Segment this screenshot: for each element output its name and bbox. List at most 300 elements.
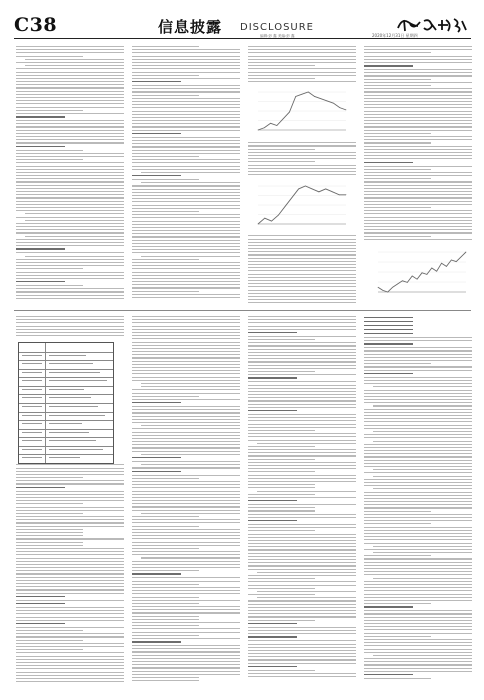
text-line xyxy=(364,626,472,627)
text-line xyxy=(364,62,472,63)
text-line xyxy=(132,584,199,585)
text-line xyxy=(132,422,240,423)
text-line xyxy=(364,409,472,410)
text-line xyxy=(364,543,472,544)
text-line xyxy=(132,399,240,400)
text-line xyxy=(364,402,472,403)
text-line xyxy=(16,133,124,134)
text-line xyxy=(248,235,356,236)
text-line xyxy=(373,469,472,470)
text-line xyxy=(364,447,472,448)
upper-column-1 xyxy=(16,46,124,301)
text-line xyxy=(248,149,315,150)
text-line xyxy=(364,126,472,127)
text-line xyxy=(132,655,240,656)
data-point xyxy=(383,290,384,291)
section-heading xyxy=(248,636,297,637)
table-cell xyxy=(49,406,98,407)
text-line xyxy=(364,380,472,381)
text-line xyxy=(16,480,124,481)
text-line xyxy=(16,52,124,53)
text-line xyxy=(132,503,240,504)
text-line xyxy=(16,659,124,660)
text-line xyxy=(16,640,83,641)
text-line xyxy=(257,597,356,598)
text-line xyxy=(132,345,240,346)
text-line xyxy=(16,593,124,594)
text-line xyxy=(364,340,472,341)
text-line xyxy=(373,405,472,406)
page-code: C38 xyxy=(14,14,58,36)
text-line xyxy=(248,161,315,162)
text-line xyxy=(16,586,124,587)
text-line xyxy=(373,488,472,489)
text-line xyxy=(132,195,240,196)
text-line xyxy=(132,554,240,555)
text-line xyxy=(364,162,413,163)
text-line xyxy=(132,677,199,678)
table-row xyxy=(19,429,113,430)
text-line xyxy=(248,633,356,634)
text-line xyxy=(248,62,356,63)
text-line xyxy=(16,120,124,121)
text-line xyxy=(364,95,472,96)
text-line xyxy=(16,223,124,224)
text-line xyxy=(16,535,83,536)
text-line xyxy=(16,188,124,189)
text-line xyxy=(132,46,199,47)
table-cell xyxy=(22,372,42,373)
nav-chart-3 xyxy=(372,246,470,300)
text-line xyxy=(16,672,124,673)
text-line xyxy=(364,562,472,563)
text-line xyxy=(248,152,356,153)
text-line xyxy=(248,326,356,327)
text-line xyxy=(373,552,472,553)
text-line xyxy=(373,441,472,442)
text-line xyxy=(248,604,356,605)
text-line xyxy=(132,393,240,394)
text-line xyxy=(248,400,356,401)
text-block xyxy=(248,46,356,82)
text-line xyxy=(132,389,240,390)
text-line xyxy=(132,567,240,568)
text-line xyxy=(16,175,124,176)
text-line xyxy=(16,538,124,539)
text-line xyxy=(364,347,472,348)
text-line xyxy=(16,207,124,208)
text-line xyxy=(248,514,356,515)
text-line xyxy=(248,168,356,169)
text-line xyxy=(248,475,356,476)
text-line xyxy=(248,530,315,531)
text-line xyxy=(364,603,431,604)
text-line xyxy=(16,136,124,137)
text-line xyxy=(132,72,240,73)
text-line xyxy=(364,568,472,569)
section-heading xyxy=(248,666,297,667)
table-cell xyxy=(22,363,42,364)
text-line xyxy=(141,425,240,426)
text-line xyxy=(364,79,431,80)
lower-column-4 xyxy=(364,316,472,681)
text-line xyxy=(16,217,124,218)
text-line xyxy=(364,149,472,150)
text-line xyxy=(16,239,124,240)
text-line xyxy=(364,82,472,83)
text-line xyxy=(132,600,240,601)
text-line xyxy=(364,539,472,540)
data-point xyxy=(271,221,272,222)
text-line xyxy=(16,110,83,111)
text-line xyxy=(373,546,472,547)
text-line xyxy=(132,104,240,105)
text-line xyxy=(132,351,240,352)
text-line xyxy=(16,487,65,488)
text-line xyxy=(364,533,472,534)
table-row xyxy=(19,446,113,447)
text-line xyxy=(248,404,356,405)
text-line xyxy=(132,111,240,112)
text-line xyxy=(16,623,65,624)
text-line xyxy=(132,441,240,442)
text-line xyxy=(248,562,356,563)
text-line xyxy=(364,366,472,367)
text-line xyxy=(132,287,240,288)
text-line xyxy=(364,111,472,112)
text-line xyxy=(364,98,472,99)
text-line xyxy=(132,370,240,371)
text-line xyxy=(364,101,472,102)
text-line xyxy=(364,85,431,86)
text-line xyxy=(248,299,356,300)
text-line xyxy=(132,419,240,420)
text-line xyxy=(257,572,356,573)
text-line xyxy=(248,374,356,375)
text-line xyxy=(16,526,124,527)
text-line xyxy=(248,417,356,418)
text-line xyxy=(248,258,356,259)
text-line xyxy=(364,498,472,499)
text-line xyxy=(132,162,240,163)
text-line xyxy=(132,169,240,170)
text-line xyxy=(364,664,472,665)
text-line xyxy=(132,252,240,253)
text-line xyxy=(248,497,356,498)
table-cell xyxy=(22,415,42,416)
text-line xyxy=(132,227,240,228)
data-point xyxy=(436,271,437,272)
text-block xyxy=(248,235,356,303)
data-point xyxy=(305,186,306,187)
text-line xyxy=(364,565,472,566)
text-line xyxy=(132,542,240,543)
text-line xyxy=(248,171,356,172)
data-point xyxy=(314,96,315,97)
text-line xyxy=(16,291,124,292)
text-line xyxy=(248,640,356,641)
text-line xyxy=(16,620,124,621)
data-point xyxy=(346,194,347,195)
text-line xyxy=(248,365,356,366)
text-line xyxy=(364,492,472,493)
text-line xyxy=(16,532,83,533)
section-heading xyxy=(364,606,413,607)
text-line xyxy=(132,117,240,118)
text-line xyxy=(132,674,240,675)
text-line xyxy=(141,256,240,257)
text-line xyxy=(16,636,124,637)
text-line xyxy=(364,504,472,505)
text-line xyxy=(248,613,356,614)
text-line xyxy=(132,506,240,507)
text-line xyxy=(248,534,356,535)
text-line xyxy=(16,681,124,682)
text-line xyxy=(248,302,356,303)
text-line xyxy=(25,65,124,66)
table-row xyxy=(19,403,113,404)
text-line xyxy=(132,348,240,349)
text-line xyxy=(248,650,356,651)
data-point xyxy=(264,127,265,128)
text-line xyxy=(248,358,356,359)
text-line xyxy=(364,527,472,528)
text-line xyxy=(364,610,472,611)
text-line xyxy=(16,210,124,211)
table-row xyxy=(19,412,113,413)
text-line xyxy=(132,516,199,517)
text-block xyxy=(248,142,356,175)
text-line xyxy=(248,394,356,395)
text-line xyxy=(364,482,472,483)
text-line xyxy=(132,475,240,476)
text-line xyxy=(248,414,356,415)
data-point xyxy=(466,252,467,253)
text-line xyxy=(16,46,124,47)
lower-column-2 xyxy=(132,316,240,683)
text-line xyxy=(248,517,356,518)
text-line xyxy=(248,594,315,595)
text-line xyxy=(132,294,240,295)
text-line xyxy=(132,510,240,511)
text-line xyxy=(248,75,356,76)
text-line xyxy=(16,564,124,565)
text-line xyxy=(364,558,472,559)
text-line xyxy=(132,361,240,362)
text-line xyxy=(132,522,240,523)
text-line xyxy=(248,52,356,53)
text-line xyxy=(364,104,472,105)
text-line xyxy=(248,504,356,505)
text-line xyxy=(248,239,356,240)
text-line xyxy=(248,647,356,648)
table-cell xyxy=(22,432,42,433)
text-line xyxy=(248,588,315,589)
text-line xyxy=(364,217,472,218)
text-line xyxy=(364,175,472,176)
text-line xyxy=(364,185,472,186)
text-line xyxy=(364,207,431,208)
section-heading xyxy=(248,332,297,333)
text-line xyxy=(248,484,315,485)
text-line xyxy=(248,361,356,362)
text-line xyxy=(16,142,124,143)
text-line xyxy=(16,285,83,286)
table-cell xyxy=(49,389,84,390)
text-line xyxy=(248,319,356,320)
text-line xyxy=(132,606,240,607)
table-cell xyxy=(22,406,42,407)
text-line xyxy=(248,385,356,386)
text-line xyxy=(364,166,472,167)
text-line xyxy=(16,607,124,608)
text-line xyxy=(132,65,240,66)
data-point xyxy=(339,194,340,195)
text-line xyxy=(16,483,124,484)
text-line xyxy=(248,349,356,350)
text-line xyxy=(132,444,240,445)
text-line xyxy=(364,130,472,131)
text-line xyxy=(16,204,124,205)
text-line xyxy=(364,511,431,512)
table-row xyxy=(19,377,113,378)
text-line xyxy=(373,386,472,387)
text-line xyxy=(132,326,240,327)
text-line xyxy=(132,481,240,482)
text-line xyxy=(16,288,124,289)
data-point xyxy=(427,274,428,275)
text-line xyxy=(132,664,240,665)
data-point xyxy=(319,191,320,192)
section-heading xyxy=(132,402,181,403)
text-line xyxy=(16,567,124,568)
disclosure-table xyxy=(18,342,114,464)
chart-3-plot xyxy=(372,246,470,300)
text-line xyxy=(248,537,356,538)
text-line xyxy=(132,616,199,617)
text-line xyxy=(364,49,472,50)
text-line xyxy=(132,428,240,429)
section-heading xyxy=(248,500,297,501)
text-line xyxy=(132,208,240,209)
text-line xyxy=(257,591,356,592)
text-line xyxy=(248,610,356,611)
text-line xyxy=(132,671,240,672)
text-line xyxy=(248,427,356,428)
text-line xyxy=(373,431,472,432)
text-line xyxy=(132,564,240,565)
text-line xyxy=(248,342,356,343)
text-line xyxy=(132,153,240,154)
text-line xyxy=(364,223,472,224)
text-line xyxy=(364,370,472,371)
text-line xyxy=(132,236,240,237)
text-line xyxy=(132,484,240,485)
table-cell xyxy=(22,355,42,356)
table-row xyxy=(19,394,113,395)
text-line xyxy=(132,645,240,646)
text-line xyxy=(132,619,199,620)
text-line xyxy=(248,676,356,677)
text-line xyxy=(364,363,431,364)
text-line xyxy=(364,152,472,153)
text-line xyxy=(132,667,240,668)
text-line xyxy=(132,52,240,53)
text-line xyxy=(364,671,472,672)
text-line xyxy=(248,659,356,660)
text-line xyxy=(16,464,124,465)
text-line xyxy=(364,133,431,134)
upper-column-4 xyxy=(364,46,472,242)
text-line xyxy=(248,565,356,566)
text-line xyxy=(248,663,356,664)
table-row xyxy=(19,437,113,438)
text-line xyxy=(25,220,124,221)
text-line xyxy=(16,252,124,253)
text-line xyxy=(364,642,472,643)
text-line xyxy=(132,377,240,378)
text-line xyxy=(248,251,356,252)
text-line xyxy=(132,322,240,323)
text-line xyxy=(248,575,356,576)
text-line xyxy=(16,510,124,511)
data-point xyxy=(327,101,328,102)
text-line xyxy=(132,332,240,333)
text-line xyxy=(141,383,240,384)
text-line xyxy=(248,670,315,671)
text-line xyxy=(141,513,240,514)
text-line xyxy=(132,88,240,89)
text-line xyxy=(132,570,199,571)
text-line xyxy=(16,56,83,57)
text-line xyxy=(364,517,472,518)
text-line xyxy=(132,438,240,439)
text-line xyxy=(248,546,356,547)
text-line xyxy=(364,120,472,121)
text-line xyxy=(132,98,240,99)
text-line xyxy=(248,65,315,66)
text-line xyxy=(132,123,240,124)
text-line xyxy=(16,513,83,514)
text-line xyxy=(132,262,240,263)
section-heading xyxy=(364,317,413,318)
text-line xyxy=(248,446,315,447)
text-line xyxy=(132,68,240,69)
data-point xyxy=(295,96,296,97)
text-line xyxy=(16,678,124,679)
text-line xyxy=(132,107,240,108)
data-point xyxy=(258,224,259,225)
text-line xyxy=(248,543,356,544)
text-line xyxy=(248,424,356,425)
data-point xyxy=(291,197,292,198)
text-line xyxy=(132,217,240,218)
data-point xyxy=(339,107,340,108)
text-line xyxy=(248,607,356,608)
text-line xyxy=(364,399,472,400)
section-heading xyxy=(364,373,413,374)
text-line xyxy=(16,181,124,182)
upper-column-3 xyxy=(248,46,356,305)
text-line xyxy=(16,84,124,85)
text-line xyxy=(248,329,356,330)
data-point xyxy=(278,215,279,216)
section-heading xyxy=(16,146,65,147)
text-line xyxy=(16,159,83,160)
text-line xyxy=(132,233,240,234)
text-line xyxy=(16,166,124,167)
text-line xyxy=(16,662,124,663)
